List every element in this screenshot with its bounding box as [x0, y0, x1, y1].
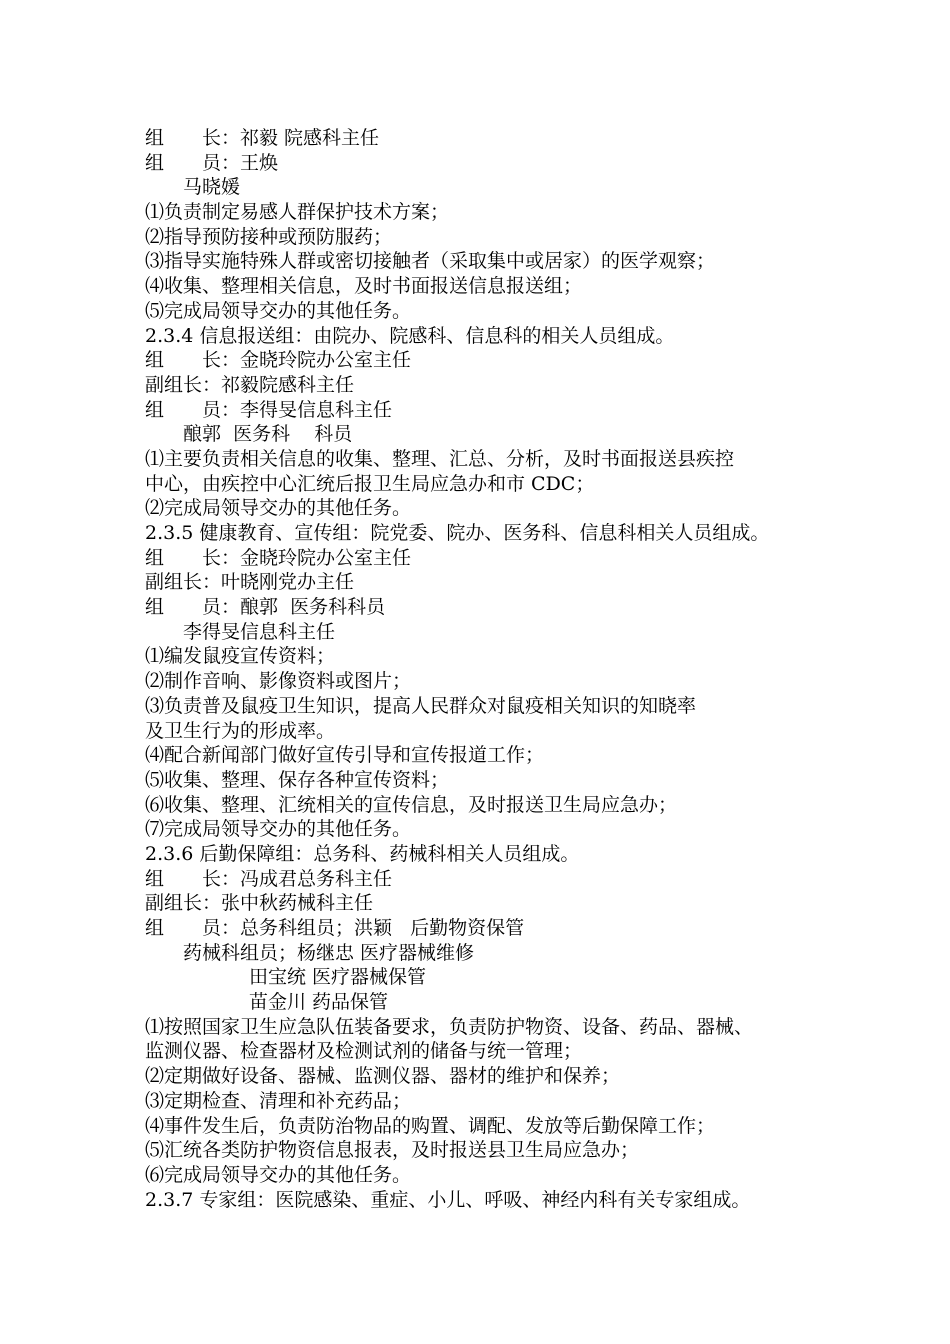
text-line: 组 长：冯成君总务科主任 — [145, 867, 393, 890]
text-line: 组 员：李得旻信息科主任 — [145, 398, 393, 421]
text-line: ⑸完成局领导交办的其他任务。 — [145, 299, 412, 322]
text-line: 组 员：酿郭 医务科科员 — [145, 596, 386, 619]
text-line: 组 长：金晓玲院办公室主任 — [145, 546, 412, 569]
text-line: 副组长：祁毅院感科主任 — [145, 373, 355, 396]
text-line: ⑵完成局领导交办的其他任务。 — [145, 497, 412, 520]
text-line: ⑴负责制定易感人群保护技术方案； — [145, 201, 450, 224]
text-line: 副组长：叶晓刚党办主任 — [145, 571, 355, 594]
text-line: ⑶指导实施特殊人群或密切接触者（采取集中或居家）的医学观察； — [145, 250, 716, 273]
text-line: ⑸汇统各类防护物资信息报表，及时报送县卫生局应急办； — [145, 1139, 640, 1162]
text-line: ⑸收集、整理、保存各种宣传资料； — [145, 768, 450, 791]
text-line: 及卫生行为的形成率。 — [145, 719, 336, 742]
text-line: ⑴编发鼠疫宣传资料； — [145, 645, 336, 668]
section-heading: 2.3.7 专家组：医院感染、重症、小儿、呼吸、神经内科有关专家组成。 — [145, 1188, 751, 1211]
text-line: ⑴主要负责相关信息的收集、整理、汇总、分析，及时书面报送县疾控 — [145, 447, 735, 470]
text-line: 副组长：张中秋药械科主任 — [145, 892, 374, 915]
section-heading: 2.3.6 后勤保障组：总务科、药械科相关人员组成。 — [145, 842, 580, 865]
text-line: ⑵指导预防接种或预防服药； — [145, 225, 393, 248]
text-line: 组 员：王焕 — [145, 151, 279, 174]
text-line: ⑶定期检查、清理和补充药品； — [145, 1089, 412, 1112]
text-line: ⑶负责普及鼠疫卫生知识，提高人民群众对鼠疫相关知识的知晓率 — [145, 694, 697, 717]
text-line: 马晓媛 — [183, 176, 241, 199]
text-line: ⑹收集、整理、汇统相关的宣传信息，及时报送卫生局应急办； — [145, 793, 678, 816]
text-line: 监测仪器、检查器材及检测试剂的储备与统一管理； — [145, 1040, 583, 1063]
document-body — [145, 126, 835, 1212]
text-line: ⑹完成局领导交办的其他任务。 — [145, 1163, 412, 1186]
text-line: ⑷配合新闻部门做好宣传引导和宣传报道工作； — [145, 744, 545, 767]
text-line: ⑵制作音响、影像资料或图片； — [145, 670, 412, 693]
text-line: 酿郭 医务科 科员 — [183, 423, 353, 446]
text-line: ⑷事件发生后，负责防治物品的购置、调配、发放等后勤保障工作； — [145, 1114, 716, 1137]
text-line: ⑺完成局领导交办的其他任务。 — [145, 818, 412, 841]
text-line: 组 员：总务科组员；洪颖 后勤物资保管 — [145, 917, 525, 939]
text-line: 田宝统 医疗器械保管 — [249, 966, 427, 989]
section-heading: 2.3.4 信息报送组：由院办、院感科、信息科的相关人员组成。 — [145, 324, 675, 347]
text-line: 药械科组员；杨继忠 医疗器械维修 — [183, 941, 475, 964]
text-line: ⑷收集、整理相关信息，及时书面报送信息报送组； — [145, 275, 583, 298]
text-line: 组 长：金晓玲院办公室主任 — [145, 349, 412, 372]
text-line: 李得旻信息科主任 — [183, 620, 336, 643]
text-line: 组 长：祁毅 院感科主任 — [145, 127, 380, 149]
text-line: 中心，由疾控中心汇统后报卫生局应急办和市 CDC； — [145, 472, 595, 495]
text-line: 苗金川 药品保管 — [249, 991, 389, 1014]
text-line: ⑴按照国家卫生应急队伍装备要求，负责防护物资、设备、药品、器械、 — [145, 1015, 754, 1038]
text-line: ⑵定期做好设备、器械、监测仪器、器材的维护和保养； — [145, 1065, 621, 1088]
section-heading: 2.3.5 健康教育、宣传组：院党委、院办、医务科、信息科相关人员组成。 — [145, 522, 770, 544]
